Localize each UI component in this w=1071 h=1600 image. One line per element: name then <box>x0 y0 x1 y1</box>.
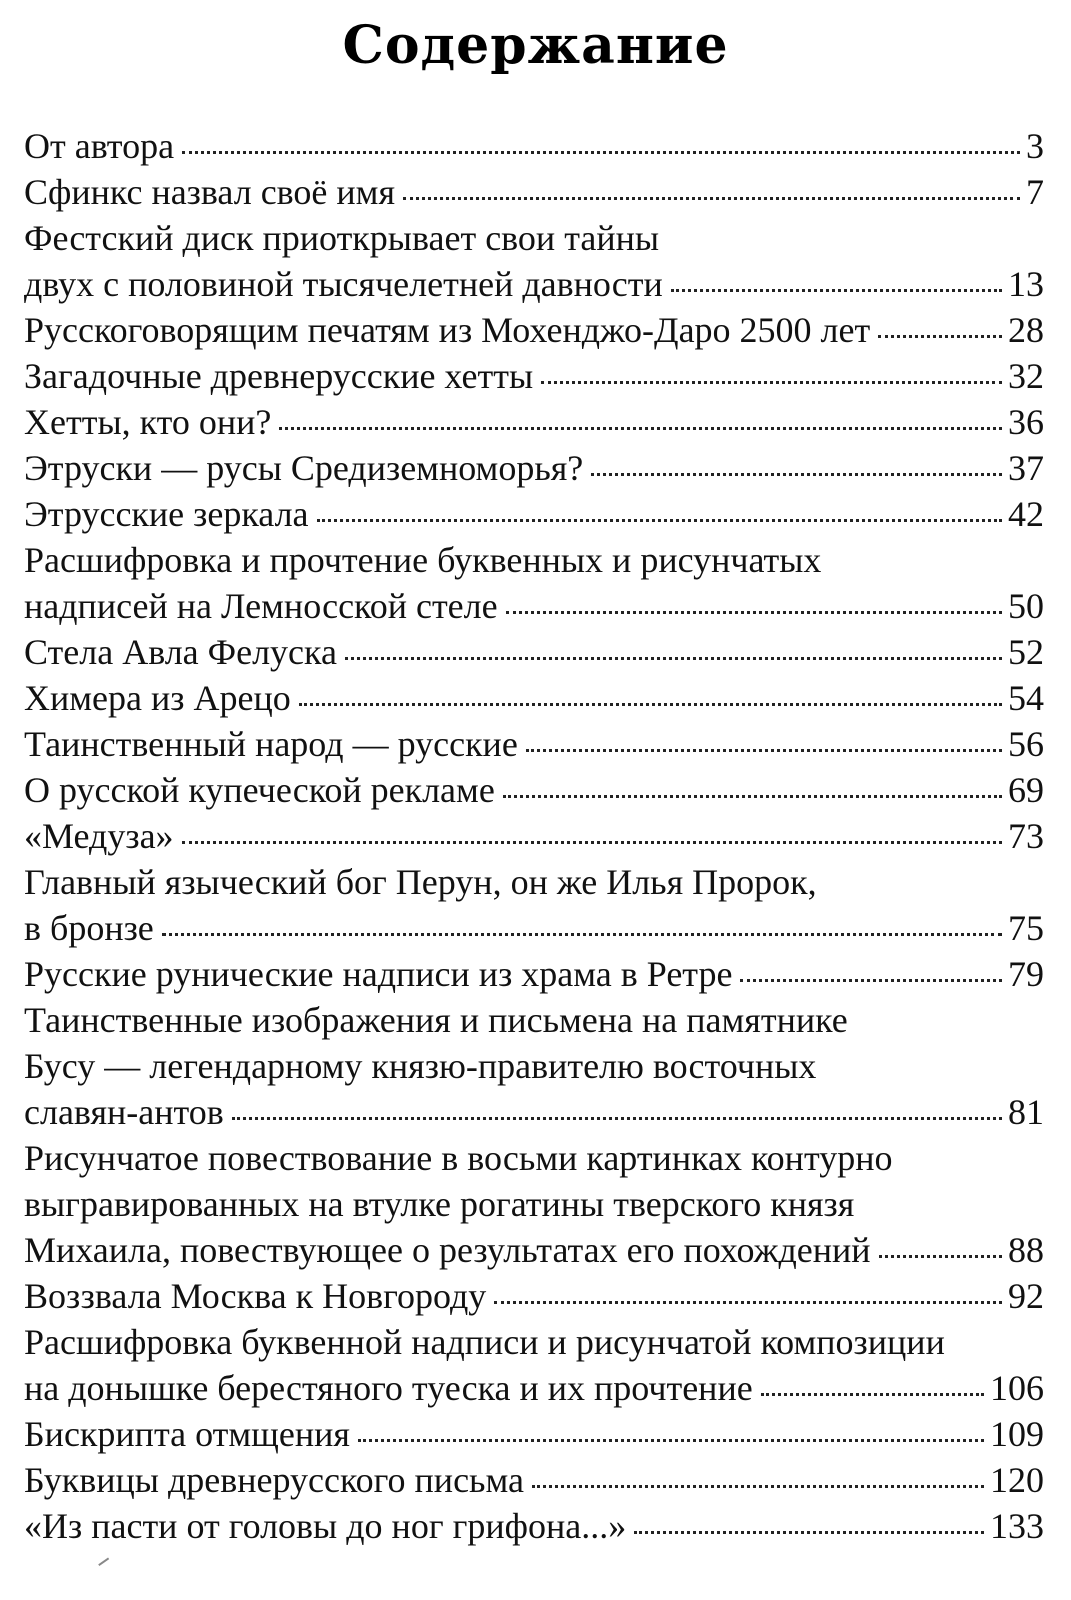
toc-entry <box>24 1273 1044 1319</box>
dot-leader <box>317 518 1002 522</box>
toc-entry-line <box>24 1365 1044 1411</box>
toc-entry-title: выгравированных на втулке рогатины тверского князя <box>24 1184 855 1224</box>
dot-leader <box>494 1300 1002 1304</box>
toc-entry-title: Расшифровка и прочтение буквенных и рисунчатых <box>24 540 822 580</box>
toc-entry-title: «Из пасти от головы до ног грифона...» <box>24 1506 627 1546</box>
toc-page-number: 73 <box>1008 816 1044 856</box>
toc-page-number: 50 <box>1008 586 1044 626</box>
toc-entry-title: двух с половиной тысячелетней давности <box>24 264 663 304</box>
toc-entry <box>24 1319 1044 1411</box>
toc-entry <box>24 1457 1044 1503</box>
dot-leader <box>358 1438 984 1442</box>
toc-entry-title: Этрусские зеркала <box>24 494 309 534</box>
toc-entry <box>24 675 1044 721</box>
toc-page-number: 13 <box>1008 264 1044 304</box>
dot-leader <box>182 840 1002 844</box>
toc-entry <box>24 813 1044 859</box>
toc-entry <box>24 353 1044 399</box>
dot-leader <box>162 932 1002 936</box>
toc-entry-title: Таинственный народ — русские <box>24 724 518 764</box>
toc-entry-line <box>24 1135 1044 1181</box>
toc-page-number: 32 <box>1008 356 1044 396</box>
table-of-contents <box>24 123 1044 1549</box>
toc-entry-title: Химера из Арецо <box>24 678 291 718</box>
toc-page-number: 69 <box>1008 770 1044 810</box>
toc-entry-line <box>24 675 1044 721</box>
toc-entry-title: надписей на Лемносской стеле <box>24 586 498 626</box>
toc-entry-line <box>24 215 1044 261</box>
toc-entry-title: Расшифровка буквенной надписи и рисунчатой композиции <box>24 1322 945 1362</box>
toc-entry <box>24 767 1044 813</box>
dot-leader <box>299 702 1002 706</box>
toc-page-number: 28 <box>1008 310 1044 350</box>
toc-entry-title: Буквицы древнерусского письма <box>24 1460 524 1500</box>
toc-entry-title: Бискрипта отмщения <box>24 1414 350 1454</box>
toc-entry <box>24 537 1044 629</box>
toc-entry-line <box>24 1273 1044 1319</box>
toc-page-number: 56 <box>1008 724 1044 764</box>
toc-entry-line <box>24 1411 1044 1457</box>
toc-page-number: 79 <box>1008 954 1044 994</box>
toc-entry-line <box>24 261 1044 307</box>
toc-entry-title: Русские рунические надписи из храма в Ретре <box>24 954 733 994</box>
toc-page-number: 75 <box>1008 908 1044 948</box>
toc-entry-title: Главный языческий бог Перун, он же Илья Пророк, <box>24 862 817 902</box>
toc-entry-title: Фестский диск приоткрывает свои тайны <box>24 218 660 258</box>
toc-entry-line <box>24 307 1044 353</box>
dot-leader <box>634 1530 984 1534</box>
toc-page-number: 106 <box>990 1368 1044 1408</box>
dot-leader <box>740 978 1002 982</box>
toc-entry-line <box>24 721 1044 767</box>
toc-page-number: 81 <box>1008 1092 1044 1132</box>
toc-page-number: 36 <box>1008 402 1044 442</box>
toc-entry-title: славян-антов <box>24 1092 224 1132</box>
toc-entry-line <box>24 1227 1044 1273</box>
toc-page-number: 133 <box>990 1506 1044 1546</box>
toc-entry-line <box>24 1181 1044 1227</box>
dot-leader <box>506 610 1002 614</box>
dot-leader <box>532 1484 984 1488</box>
toc-entry-line <box>24 813 1044 859</box>
toc-entry-title: Стела Авла Фелуска <box>24 632 337 672</box>
toc-page-number: 109 <box>990 1414 1044 1454</box>
dot-leader <box>879 1254 1002 1258</box>
toc-page-number: 3 <box>1026 126 1044 166</box>
toc-entry-title: Хетты, кто они? <box>24 402 272 442</box>
toc-entry-line <box>24 123 1044 169</box>
toc-entry-line <box>24 1457 1044 1503</box>
dot-leader <box>878 334 1002 338</box>
toc-entry-line <box>24 905 1044 951</box>
dot-leader <box>182 150 1020 154</box>
toc-entry-title: От автора <box>24 126 175 166</box>
toc-page-number: 88 <box>1008 1230 1044 1270</box>
toc-entry-title: Бусу — легендарному князю-правителю восточных <box>24 1046 817 1086</box>
dot-leader <box>541 380 1002 384</box>
toc-page-number: 120 <box>990 1460 1044 1500</box>
toc-entry <box>24 215 1044 307</box>
toc-entry-title: Михаила, повествующее о результатах его похождений <box>24 1230 871 1270</box>
toc-entry <box>24 307 1044 353</box>
toc-entry <box>24 123 1044 169</box>
toc-entry-line <box>24 997 1044 1043</box>
dot-leader <box>526 748 1002 752</box>
dot-leader <box>232 1116 1002 1120</box>
dot-leader <box>503 794 1002 798</box>
toc-entry-line <box>24 353 1044 399</box>
dot-leader <box>279 426 1002 430</box>
toc-entry-title: «Медуза» <box>24 816 174 856</box>
toc-entry-line <box>24 1503 1044 1549</box>
toc-entry <box>24 1411 1044 1457</box>
dot-leader <box>591 472 1002 476</box>
stray-mark <box>98 1557 114 1572</box>
toc-entry <box>24 445 1044 491</box>
toc-entry <box>24 399 1044 445</box>
toc-entry <box>24 1135 1044 1273</box>
toc-entry-line <box>24 1089 1044 1135</box>
toc-page-number: 37 <box>1008 448 1044 488</box>
toc-entry <box>24 169 1044 215</box>
toc-entry <box>24 859 1044 951</box>
toc-entry-title: Таинственные изображения и письмена на памятнике <box>24 1000 848 1040</box>
toc-entry-line <box>24 859 1044 905</box>
toc-entry-title: Этруски — русы Средиземноморья? <box>24 448 584 488</box>
toc-entry-title: Сфинкс назвал своё имя <box>24 172 396 212</box>
dot-leader <box>403 196 1020 200</box>
toc-entry-line <box>24 491 1044 537</box>
toc-entry <box>24 1503 1044 1549</box>
toc-entry-line <box>24 951 1044 997</box>
toc-entry <box>24 951 1044 997</box>
toc-page-number: 54 <box>1008 678 1044 718</box>
page-title: Содержание <box>342 15 729 76</box>
toc-page-number: 7 <box>1026 172 1044 212</box>
toc-entry <box>24 491 1044 537</box>
toc-entry-line <box>24 169 1044 215</box>
toc-entry-title: Русскоговорящим печатям из Мохенджо-Даро 2500 лет <box>24 310 871 350</box>
toc-entry-title: в бронзе <box>24 908 154 948</box>
toc-page-number: 52 <box>1008 632 1044 672</box>
toc-entry <box>24 629 1044 675</box>
toc-entry-title: Рисунчатое повествование в восьми картинках контурно <box>24 1138 893 1178</box>
toc-entry-line <box>24 445 1044 491</box>
toc-entry <box>24 997 1044 1135</box>
toc-entry-line <box>24 767 1044 813</box>
dot-leader <box>671 288 1002 292</box>
dot-leader <box>761 1392 984 1396</box>
dot-leader <box>345 656 1002 660</box>
toc-entry-line <box>24 629 1044 675</box>
toc-entry-title: О русской купеческой рекламе <box>24 770 495 810</box>
toc-page-number: 92 <box>1008 1276 1044 1316</box>
toc-entry-title: Загадочные древнерусские хетты <box>24 356 534 396</box>
toc-entry-line <box>24 537 1044 583</box>
toc-page-number: 42 <box>1008 494 1044 534</box>
toc-entry-line <box>24 1043 1044 1089</box>
toc-entry-line <box>24 583 1044 629</box>
toc-entry-line <box>24 399 1044 445</box>
toc-entry <box>24 721 1044 767</box>
toc-entry-title: на донышке берестяного туеска и их прочтение <box>24 1368 753 1408</box>
toc-entry-line <box>24 1319 1044 1365</box>
toc-entry-title: Воззвала Москва к Новгороду <box>24 1276 487 1316</box>
